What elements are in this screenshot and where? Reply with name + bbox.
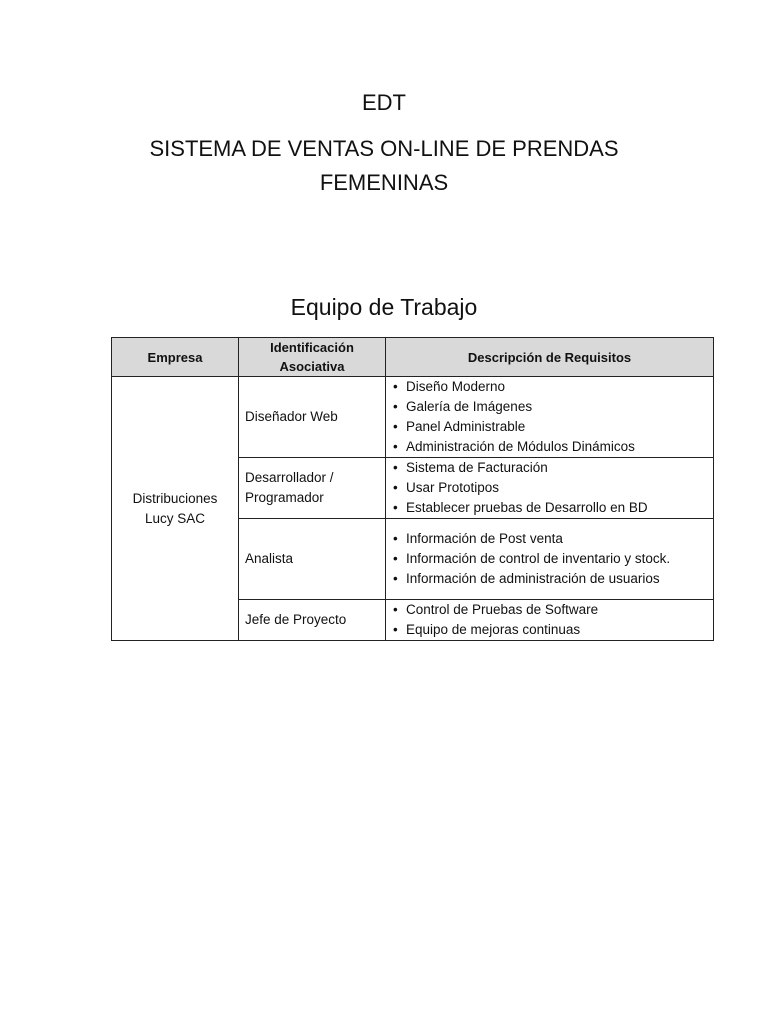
role-cell: Analista <box>239 519 386 600</box>
list-item <box>392 569 707 589</box>
list-item <box>392 397 707 417</box>
list-item <box>392 620 707 640</box>
table-header-row <box>112 338 714 377</box>
requirement-text: Equipo de mejoras continuas <box>406 622 581 637</box>
bullet-icon: • <box>393 399 398 414</box>
requirement-text: Administración de Módulos Dinámicos <box>406 439 635 454</box>
list-item <box>392 549 707 569</box>
list-item <box>392 458 707 478</box>
role-cell: Desarrollador / Programador <box>239 458 386 519</box>
list-item <box>392 417 707 437</box>
table-row <box>112 377 714 458</box>
role-cell: Jefe de Proyecto <box>239 600 386 641</box>
requirement-text: Control de Pruebas de Software <box>406 602 599 617</box>
list-item <box>392 529 707 549</box>
bullet-icon: • <box>393 419 398 434</box>
bullet-icon: • <box>393 622 398 637</box>
requirements-list <box>392 529 707 589</box>
header-empresa: Empresa <box>112 338 239 377</box>
bullet-icon: • <box>393 551 398 566</box>
bullet-icon: • <box>393 460 398 475</box>
requirements-cell <box>386 377 714 458</box>
requirement-text: Establecer pruebas de Desarrollo en BD <box>406 500 648 515</box>
requirement-text: Sistema de Facturación <box>406 460 548 475</box>
requirements-cell <box>386 600 714 641</box>
requirements-cell <box>386 458 714 519</box>
team-table <box>111 337 714 641</box>
document-subtitle: SISTEMA DE VENTAS ON-LINE DE PRENDAS FEMENINAS <box>149 136 619 195</box>
bullet-icon: • <box>393 571 398 586</box>
requirement-text: Información de administración de usuarios <box>406 571 660 586</box>
header-descripcion: Descripción de Requisitos <box>386 338 714 377</box>
company-cell: Distribuciones Lucy SAC <box>112 377 239 641</box>
header-identificacion: Identificación Asociativa <box>239 338 386 377</box>
list-item <box>392 437 707 457</box>
requirement-text: Usar Prototipos <box>406 480 500 495</box>
list-item <box>392 478 707 498</box>
role-cell: Diseñador Web <box>239 377 386 458</box>
bullet-icon: • <box>393 500 398 515</box>
document-title: EDT <box>362 90 406 115</box>
requirement-text: Información de Post venta <box>406 531 563 546</box>
requirement-text: Panel Administrable <box>406 419 526 434</box>
requirement-text: Información de control de inventario y stock. <box>406 551 671 566</box>
list-item <box>392 377 707 397</box>
bullet-icon: • <box>393 480 398 495</box>
requirement-text: Galería de Imágenes <box>406 399 533 414</box>
bullet-icon: • <box>393 439 398 454</box>
bullet-icon: • <box>393 531 398 546</box>
requirements-cell <box>386 519 714 600</box>
list-item <box>392 600 707 620</box>
bullet-icon: • <box>393 602 398 617</box>
requirements-list <box>392 458 707 518</box>
requirement-text: Diseño Moderno <box>406 379 506 394</box>
requirements-list <box>392 377 707 457</box>
bullet-icon: • <box>393 379 398 394</box>
list-item <box>392 498 707 518</box>
section-title: Equipo de Trabajo <box>290 294 478 320</box>
requirements-list <box>392 600 707 640</box>
